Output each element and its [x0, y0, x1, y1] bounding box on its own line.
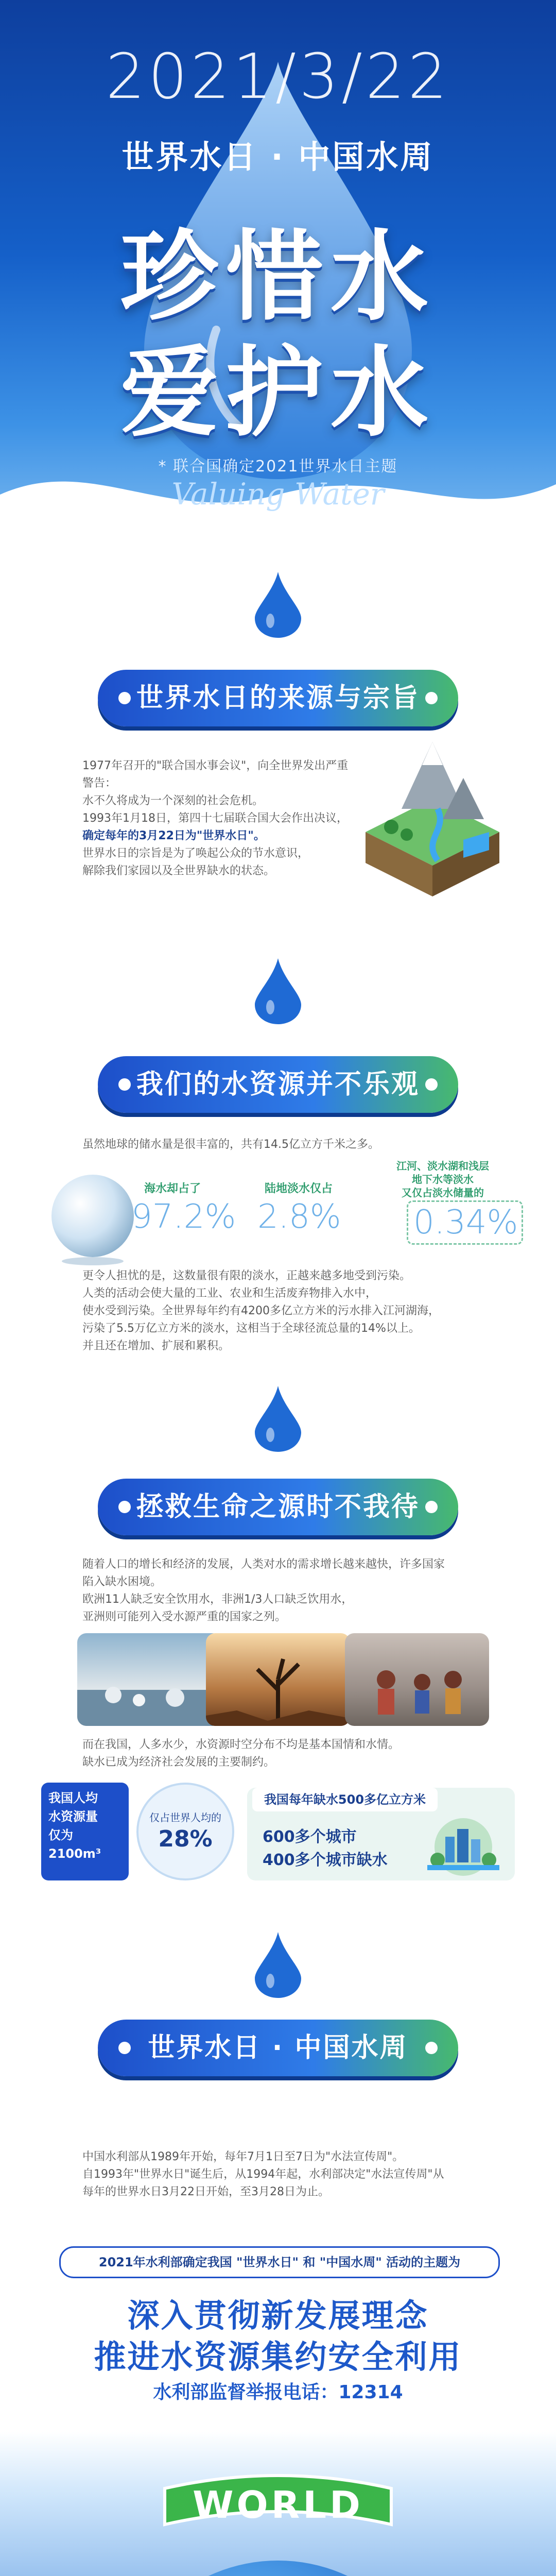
text-line: 亚洲则可能列入受水源严重的国家之列。	[82, 1611, 287, 1623]
section2-paragraph	[82, 1267, 505, 1355]
water-drop-icon	[252, 958, 304, 1025]
hero-title-line1: 珍惜水	[120, 220, 436, 334]
hero-subtitle: 世界水日 · 中国水周	[121, 138, 435, 176]
photo-shapes	[206, 1633, 350, 1726]
pill-dot	[425, 1078, 438, 1091]
text-line: 1993年1月18日，第四十七届联合国大会作出决议，	[82, 812, 348, 825]
photo-polluted-water	[77, 1633, 221, 1726]
slogan-line1: 深入贯彻新发展理念	[127, 2297, 429, 2334]
photo-shapes	[345, 1633, 489, 1726]
text-line: 而在我国，人多水少，水资源时空分布不均是基本国情和水情。	[82, 1738, 400, 1751]
theme-notice-bar: 2021年水利部确定我国 "世界水日" 和 "中国水周" 活动的主题为	[59, 2246, 500, 2278]
hero-date: 2021/3/22	[106, 41, 450, 113]
text-line: 使水受到污染。全世界每年约有4200多亿立方米的污水排入江河湖海，	[82, 1304, 440, 1317]
section4-heading	[98, 2020, 458, 2076]
section3-paragraph2	[82, 1736, 505, 1771]
pill-dot	[425, 1501, 438, 1513]
section3-paragraph1	[82, 1556, 505, 1626]
stat-value-freshwater: 2.8%	[257, 1198, 341, 1236]
text-line: 中国水利部从1989年开始，每年7月1日至7日为"水法宣传周"。	[82, 2150, 404, 2163]
landscape-block-illustration	[360, 732, 505, 902]
water-drop-icon	[252, 1386, 304, 1453]
text-line: 解除我们家园以及全世界缺水的状态。	[82, 865, 275, 877]
section1-heading	[98, 670, 458, 726]
percent-value: 28%	[158, 1826, 213, 1852]
city-shortage-panel	[247, 1788, 515, 1880]
text-line-highlight: 确定每年的3月22日为"世界水日"。	[82, 829, 265, 842]
text-line: 陷入缺水困境。	[82, 1575, 162, 1588]
section1-paragraph	[82, 757, 350, 880]
hero-title-line2: 爱护水	[120, 336, 436, 450]
hero-script-text: Valuing Water	[171, 477, 385, 512]
city-landscape-illustration	[417, 1816, 510, 1878]
section3-title: 拯救生命之源时不我待	[136, 1492, 420, 1522]
water-drop-icon	[252, 1932, 304, 1999]
section2-title: 我们的水资源并不乐观	[136, 1069, 420, 1100]
shortage-title: 我国每年缺水500多亿立方米	[252, 1788, 438, 1811]
stat-label-freshwater: 陆地淡水仅占	[264, 1182, 333, 1195]
section2-intro: 虽然地球的储水量是很丰富的，共有14.5亿立方千米之多。	[82, 1138, 379, 1151]
section4-title: 世界水日 · 中国水周	[148, 2032, 408, 2063]
text-line: 人类的活动会使大量的工业、农业和生活废弃物排入水中，	[82, 1287, 377, 1300]
text-line: 污染了5.5万亿立方米的淡水，这相当于全球径流总量的14%以上。	[82, 1322, 420, 1335]
pill-dot	[118, 1501, 131, 1513]
china-water-stat-card	[41, 1777, 515, 1886]
percent-circle	[136, 1783, 234, 1880]
earth-illustration	[103, 2550, 453, 2576]
photo-people-water	[345, 1633, 489, 1726]
hero-theme-caption: * 联合国确定2021世界水日主题	[158, 457, 398, 476]
water-drop-icon	[252, 572, 304, 639]
section2-heading	[98, 1056, 458, 1113]
world-text: WORLD	[193, 2483, 363, 2527]
pill-dot	[118, 2042, 131, 2054]
pill-dot	[118, 692, 131, 704]
city-count-1: 600多个城市	[263, 1828, 357, 1846]
city-count-2: 400多个城市缺水	[263, 1851, 388, 1869]
text-line: 自1993年"世界水日"诞生后，从1994年起，水利部决定"水法宣传周"从	[82, 2168, 444, 2181]
pill-dot	[425, 692, 438, 704]
stat-label-seawater: 海水却占了	[144, 1182, 201, 1195]
text-line: 缺水已成为经济社会发展的主要制约。	[82, 1756, 275, 1769]
text-line: 并且还在增加、扩展和累积。	[82, 1340, 230, 1352]
stat-value-surface-water: 0.34%	[407, 1200, 523, 1245]
text-line: 每年的世界水日3月22日开始，至3月28日为止。	[82, 2185, 329, 2198]
photo-shapes	[77, 1633, 221, 1726]
pill-dot	[118, 1078, 131, 1091]
stat-label-surface-water: 江河、淡水湖和浅层 地下水等淡水 又仅占淡水储量的	[396, 1160, 489, 1199]
text-line: 随着人口的增长和经济的发展，人类对水的需求增长越来越快，许多国家	[82, 1558, 445, 1571]
percent-label: 仅占世界人均的	[149, 1811, 221, 1824]
per-capita-water-box: 我国人均 水资源量 仅为 2100m³	[41, 1783, 129, 1880]
section1-title: 世界水日的来源与宗旨	[136, 683, 420, 714]
hero-banner	[0, 0, 556, 567]
report-hotline: 水利部监督举报电话：12314	[153, 2382, 403, 2403]
water-sphere-illustration	[46, 1170, 139, 1267]
text-line: 1977年召开的"联合国水事会议"，向全世界发出严重警告：	[82, 759, 349, 790]
pill-dot	[425, 2042, 438, 2054]
photo-drought-tree	[206, 1633, 350, 1726]
section4-paragraph	[82, 2148, 494, 2201]
stat-value-seawater: 97.2%	[131, 1198, 236, 1236]
text-line: 世界水日的宗旨是为了唤起公众的节水意识，	[82, 847, 309, 860]
footer-earth-section	[0, 2432, 556, 2576]
text-line: 欧洲11人缺乏安全饮用水，非洲1/3人口缺乏饮用水，	[82, 1593, 353, 1606]
text-line: 水不久将成为一个深刻的社会危机。	[82, 794, 264, 807]
slogan-line2: 推进水资源集约安全利用	[94, 2338, 462, 2376]
section3-heading	[98, 1479, 458, 1535]
text-line: 更令人担忧的是，这数量很有限的淡水，正越来越多地受到污染。	[82, 1269, 411, 1282]
